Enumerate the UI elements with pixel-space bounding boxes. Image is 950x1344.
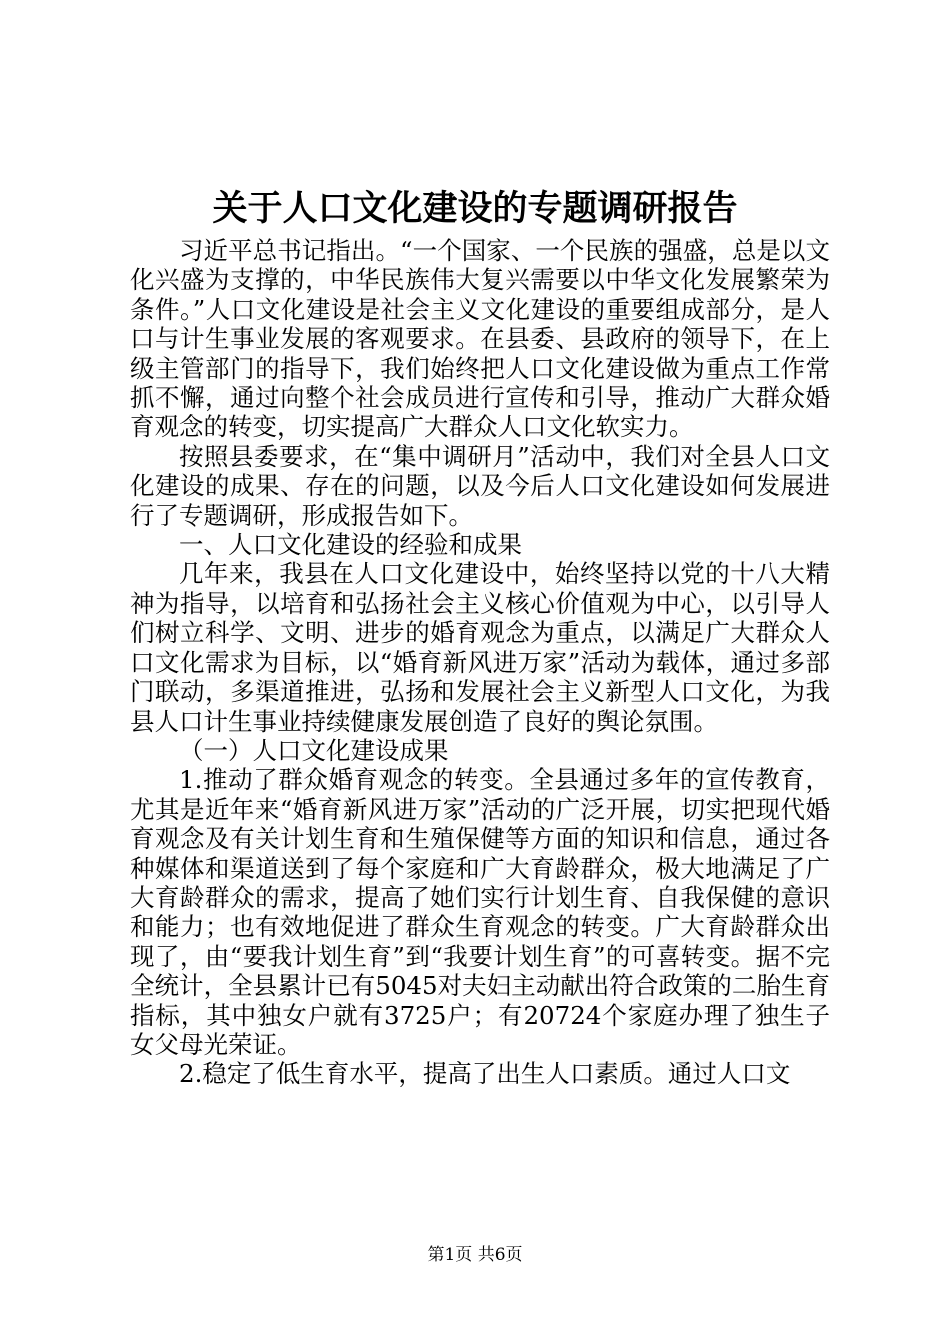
- document-body: [130, 236, 830, 1089]
- paragraph-experience: 几年来，我县在人口文化建设中，始终坚持以党的十八大精神为指导，以培育和弘扬社会主义核心价值观为中心，以引导人们树立科学、文明、进步的婚育观念为重点，以满足广大群众人口文化需求为目标，以“婚育新风进万家”活动为载体，通过多部门联动，多渠道推进，弘扬和发展社会主义新型人口文化，为我县人口计生事业持续健康发展创造了良好的舆论氛围。: [130, 559, 830, 736]
- page-number-footer: 第1页 共6页: [427, 1245, 523, 1265]
- subsection-heading-1: （一）人口文化建设成果: [179, 735, 449, 765]
- paragraph-research: 按照县委要求，在“集中调研月”活动中，我们对全县人口文化建设的成果、存在的问题，以及今后人口文化建设如何发展进行了专题调研，形成报告如下。: [130, 441, 830, 530]
- paragraph-intro: 习近平总书记指出。“一个国家、一个民族的强盛，总是以文化兴盛为支撑的，中华民族伟大复兴需要以中华文化发展繁荣为条件。”人口文化建设是社会主义文化建设的重要组成部分，是人口与计生事业发展的客观要求。在县委、县政府的领导下，在上级主管部门的指导下，我们始终把人口文化建设做为重点工作常抓不懈，通过向整个社会成员进行宣传和引导，推动广大群众婚育观念的转变，切实提高广大群众人口文化软实力。: [130, 236, 830, 442]
- paragraph-item-1: 1.推动了群众婚育观念的转变。全县通过多年的宣传教育，尤其是近年来“婚育新风进万家”活动的广泛开展，切实把现代婚育观念及有关计划生育和生殖保健等方面的知识和信息，通过各种媒体和渠道送到了每个家庭和广大育龄群众，极大地满足了广大育龄群众的需求，提高了她们实行计划生育、自我保健的意识和能力；也有效地促进了群众生育观念的转变。广大育龄群众出现了，由“要我计划生育”到“我要计划生育”的可喜转变。据不完全统计，全县累计已有5045对夫妇主动献出符合政策的二胎生育指标，其中独女户就有3725户；有20724个家庭办理了独生子女父母光荣证。: [130, 765, 830, 1059]
- section-heading-1: 一、人口文化建设的经验和成果: [179, 530, 522, 560]
- paragraph-item-2: 2.稳定了低生育水平，提高了出生人口素质。通过人口文: [179, 1059, 791, 1089]
- page-title: 关于人口文化建设的专题调研报告: [212, 188, 738, 229]
